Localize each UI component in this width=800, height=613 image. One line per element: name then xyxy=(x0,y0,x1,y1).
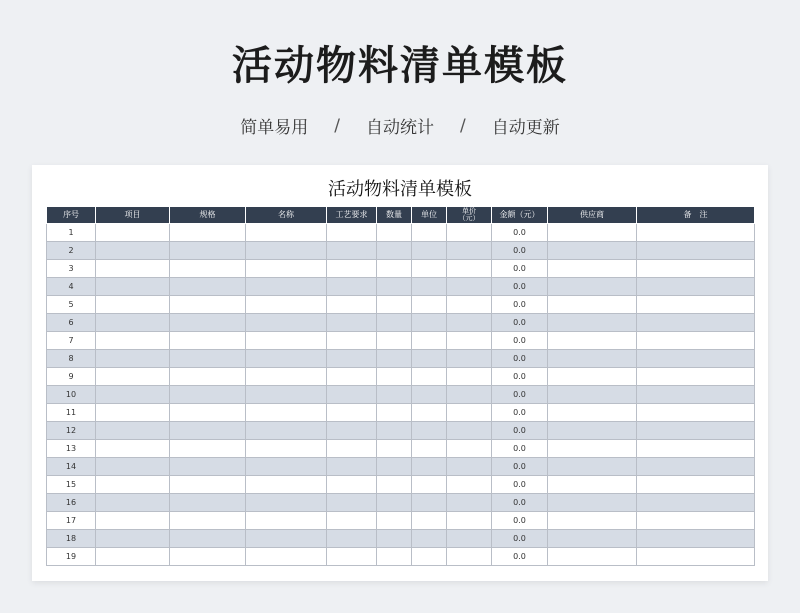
cell-empty[interactable] xyxy=(377,296,412,314)
cell-empty[interactable] xyxy=(412,422,447,440)
tagline-item-auto-stats: 自动统计 xyxy=(366,118,434,138)
cell-empty[interactable] xyxy=(447,386,492,404)
cell-empty[interactable] xyxy=(246,440,327,458)
cell-empty[interactable] xyxy=(447,422,492,440)
cell-empty[interactable] xyxy=(327,242,377,260)
cell-index[interactable]: 17 xyxy=(47,512,96,530)
cell-empty[interactable] xyxy=(327,530,377,548)
cell-empty[interactable] xyxy=(447,512,492,530)
cell-empty[interactable] xyxy=(170,422,246,440)
table-row xyxy=(47,386,755,404)
table-row xyxy=(47,278,755,296)
cell-empty[interactable] xyxy=(377,278,412,296)
cell-empty[interactable] xyxy=(637,422,755,440)
table-row xyxy=(47,368,755,386)
cell-empty[interactable] xyxy=(96,260,170,278)
cell-empty[interactable] xyxy=(447,314,492,332)
cell-amount[interactable]: 0.0 xyxy=(492,242,548,260)
cell-empty[interactable] xyxy=(170,476,246,494)
cell-empty[interactable] xyxy=(412,530,447,548)
cell-empty[interactable] xyxy=(637,512,755,530)
cell-index[interactable]: 11 xyxy=(47,404,96,422)
table-row xyxy=(47,314,755,332)
cell-empty[interactable] xyxy=(637,476,755,494)
table-header-row xyxy=(47,207,755,224)
cell-empty[interactable] xyxy=(96,332,170,350)
sheet-title: 活动物料清单模板 xyxy=(328,179,472,200)
cell-amount[interactable]: 0.0 xyxy=(492,296,548,314)
col-header-name: 名称 xyxy=(246,207,327,224)
cell-empty[interactable] xyxy=(246,224,327,242)
cell-empty[interactable] xyxy=(246,548,327,566)
cell-empty[interactable] xyxy=(327,350,377,368)
cell-empty[interactable] xyxy=(447,548,492,566)
cell-empty[interactable] xyxy=(447,494,492,512)
col-header-process: 工艺要求 xyxy=(327,207,377,224)
cell-index[interactable]: 7 xyxy=(47,332,96,350)
cell-empty[interactable] xyxy=(96,278,170,296)
cell-index[interactable]: 5 xyxy=(47,296,96,314)
cell-empty[interactable] xyxy=(377,386,412,404)
cell-empty[interactable] xyxy=(377,476,412,494)
cell-amount[interactable]: 0.0 xyxy=(492,260,548,278)
cell-empty[interactable] xyxy=(170,314,246,332)
cell-empty[interactable] xyxy=(170,440,246,458)
cell-empty[interactable] xyxy=(327,512,377,530)
cell-empty[interactable] xyxy=(96,476,170,494)
cell-amount[interactable]: 0.0 xyxy=(492,314,548,332)
col-header-amount: 金额（元） xyxy=(492,207,548,224)
feature-tagline xyxy=(0,113,800,138)
tagline-separator: / xyxy=(460,115,466,136)
table-row xyxy=(47,332,755,350)
cell-empty[interactable] xyxy=(96,512,170,530)
cell-empty[interactable] xyxy=(637,548,755,566)
cell-empty[interactable] xyxy=(548,512,637,530)
spreadsheet-preview xyxy=(32,165,768,581)
cell-empty[interactable] xyxy=(377,512,412,530)
cell-empty[interactable] xyxy=(170,350,246,368)
cell-empty[interactable] xyxy=(377,548,412,566)
table-row xyxy=(47,530,755,548)
cell-empty[interactable] xyxy=(447,476,492,494)
cell-empty[interactable] xyxy=(637,458,755,476)
cell-empty[interactable] xyxy=(327,368,377,386)
cell-empty[interactable] xyxy=(327,314,377,332)
cell-empty[interactable] xyxy=(327,224,377,242)
cell-amount[interactable]: 0.0 xyxy=(492,278,548,296)
cell-empty[interactable] xyxy=(637,440,755,458)
material-list-table xyxy=(46,206,755,566)
cell-empty[interactable] xyxy=(246,386,327,404)
cell-empty[interactable] xyxy=(170,332,246,350)
cell-empty[interactable] xyxy=(377,404,412,422)
cell-empty[interactable] xyxy=(548,494,637,512)
cell-empty[interactable] xyxy=(548,548,637,566)
cell-empty[interactable] xyxy=(327,440,377,458)
cell-empty[interactable] xyxy=(377,494,412,512)
cell-empty[interactable] xyxy=(548,386,637,404)
cell-empty[interactable] xyxy=(327,278,377,296)
cell-empty[interactable] xyxy=(246,476,327,494)
cell-empty[interactable] xyxy=(548,314,637,332)
col-header-quantity: 数量 xyxy=(377,207,412,224)
cell-empty[interactable] xyxy=(170,494,246,512)
cell-index[interactable]: 16 xyxy=(47,494,96,512)
cell-index[interactable]: 13 xyxy=(47,440,96,458)
cell-empty[interactable] xyxy=(548,260,637,278)
cell-empty[interactable] xyxy=(327,476,377,494)
cell-empty[interactable] xyxy=(170,548,246,566)
cell-empty[interactable] xyxy=(170,368,246,386)
unit-price-currency: （元） xyxy=(458,214,480,222)
cell-empty[interactable] xyxy=(377,314,412,332)
cell-empty[interactable] xyxy=(96,368,170,386)
cell-empty[interactable] xyxy=(170,278,246,296)
cell-empty[interactable] xyxy=(637,530,755,548)
cell-amount[interactable]: 0.0 xyxy=(492,350,548,368)
col-header-item: 项目 xyxy=(96,207,170,224)
cell-empty[interactable] xyxy=(246,296,327,314)
table-body xyxy=(47,224,755,566)
cell-empty[interactable] xyxy=(170,386,246,404)
cell-index[interactable]: 10 xyxy=(47,386,96,404)
cell-empty[interactable] xyxy=(96,296,170,314)
cell-empty[interactable] xyxy=(548,476,637,494)
col-header-spec: 规格 xyxy=(170,207,246,224)
cell-index[interactable]: 6 xyxy=(47,314,96,332)
cell-empty[interactable] xyxy=(548,440,637,458)
cell-empty[interactable] xyxy=(170,404,246,422)
cell-empty[interactable] xyxy=(447,404,492,422)
cell-empty[interactable] xyxy=(170,296,246,314)
cell-empty[interactable] xyxy=(246,512,327,530)
unit-price-label: 单价 xyxy=(462,207,476,215)
table-row xyxy=(47,224,755,242)
cell-empty[interactable] xyxy=(447,242,492,260)
cell-empty[interactable] xyxy=(377,260,412,278)
cell-empty[interactable] xyxy=(96,440,170,458)
cell-amount[interactable]: 0.0 xyxy=(492,386,548,404)
cell-amount[interactable]: 0.0 xyxy=(492,422,548,440)
cell-empty[interactable] xyxy=(377,242,412,260)
cell-empty[interactable] xyxy=(412,278,447,296)
cell-amount[interactable]: 0.0 xyxy=(492,548,548,566)
cell-index[interactable]: 4 xyxy=(47,278,96,296)
cell-amount[interactable]: 0.0 xyxy=(492,494,548,512)
cell-empty[interactable] xyxy=(96,548,170,566)
table-row xyxy=(47,494,755,512)
cell-empty[interactable] xyxy=(246,404,327,422)
cell-empty[interactable] xyxy=(327,296,377,314)
cell-empty[interactable] xyxy=(96,350,170,368)
cell-empty[interactable] xyxy=(447,224,492,242)
cell-empty[interactable] xyxy=(327,494,377,512)
cell-empty[interactable] xyxy=(548,332,637,350)
cell-empty[interactable] xyxy=(170,224,246,242)
cell-empty[interactable] xyxy=(637,224,755,242)
table-row xyxy=(47,242,755,260)
cell-empty[interactable] xyxy=(327,548,377,566)
cell-empty[interactable] xyxy=(548,404,637,422)
cell-empty[interactable] xyxy=(447,332,492,350)
cell-index[interactable]: 15 xyxy=(47,476,96,494)
cell-empty[interactable] xyxy=(637,278,755,296)
cell-amount[interactable]: 0.0 xyxy=(492,332,548,350)
cell-empty[interactable] xyxy=(246,422,327,440)
cell-empty[interactable] xyxy=(170,512,246,530)
cell-empty[interactable] xyxy=(377,422,412,440)
cell-empty[interactable] xyxy=(246,278,327,296)
cell-amount[interactable]: 0.0 xyxy=(492,404,548,422)
cell-empty[interactable] xyxy=(637,314,755,332)
cell-empty[interactable] xyxy=(412,440,447,458)
cell-empty[interactable] xyxy=(447,296,492,314)
cell-empty[interactable] xyxy=(447,440,492,458)
cell-empty[interactable] xyxy=(412,512,447,530)
cell-empty[interactable] xyxy=(246,350,327,368)
cell-index[interactable]: 2 xyxy=(47,242,96,260)
cell-empty[interactable] xyxy=(412,548,447,566)
cell-empty[interactable] xyxy=(412,260,447,278)
cell-empty[interactable] xyxy=(412,404,447,422)
cell-empty[interactable] xyxy=(170,458,246,476)
cell-empty[interactable] xyxy=(96,242,170,260)
cell-empty[interactable] xyxy=(327,386,377,404)
cell-empty[interactable] xyxy=(170,242,246,260)
cell-amount[interactable]: 0.0 xyxy=(492,440,548,458)
cell-empty[interactable] xyxy=(377,440,412,458)
cell-empty[interactable] xyxy=(637,386,755,404)
cell-empty[interactable] xyxy=(548,350,637,368)
tagline-separator: / xyxy=(334,115,340,136)
cell-amount[interactable]: 0.0 xyxy=(492,476,548,494)
table-row xyxy=(47,404,755,422)
cell-empty[interactable] xyxy=(246,260,327,278)
table-row xyxy=(47,296,755,314)
cell-empty[interactable] xyxy=(412,314,447,332)
cell-amount[interactable]: 0.0 xyxy=(492,368,548,386)
cell-empty[interactable] xyxy=(412,350,447,368)
cell-empty[interactable] xyxy=(377,332,412,350)
cell-empty[interactable] xyxy=(246,530,327,548)
cell-empty[interactable] xyxy=(327,458,377,476)
cell-empty[interactable] xyxy=(412,368,447,386)
cell-empty[interactable] xyxy=(412,332,447,350)
cell-empty[interactable] xyxy=(637,332,755,350)
cell-empty[interactable] xyxy=(412,476,447,494)
table-row xyxy=(47,350,755,368)
cell-empty[interactable] xyxy=(447,260,492,278)
table-row xyxy=(47,260,755,278)
cell-empty[interactable] xyxy=(246,494,327,512)
cell-empty[interactable] xyxy=(637,368,755,386)
cell-empty[interactable] xyxy=(377,458,412,476)
cell-empty[interactable] xyxy=(637,242,755,260)
table-row xyxy=(47,476,755,494)
cell-empty[interactable] xyxy=(412,224,447,242)
cell-empty[interactable] xyxy=(246,314,327,332)
cell-empty[interactable] xyxy=(548,422,637,440)
cell-empty[interactable] xyxy=(412,494,447,512)
cell-empty[interactable] xyxy=(327,404,377,422)
cell-empty[interactable] xyxy=(637,296,755,314)
tagline-item-easy: 简单易用 xyxy=(240,118,309,138)
cell-empty[interactable] xyxy=(96,422,170,440)
cell-empty[interactable] xyxy=(637,494,755,512)
col-header-unit: 单位 xyxy=(412,207,447,224)
col-header-unit-price xyxy=(447,207,492,224)
cell-empty[interactable] xyxy=(548,242,637,260)
cell-empty[interactable] xyxy=(412,386,447,404)
cell-empty[interactable] xyxy=(548,296,637,314)
cell-empty[interactable] xyxy=(96,494,170,512)
cell-empty[interactable] xyxy=(412,242,447,260)
cell-empty[interactable] xyxy=(246,332,327,350)
cell-empty[interactable] xyxy=(637,350,755,368)
cell-empty[interactable] xyxy=(548,278,637,296)
cell-empty[interactable] xyxy=(377,350,412,368)
cell-empty[interactable] xyxy=(548,224,637,242)
page-title: 活动物料清单模板 xyxy=(232,43,568,89)
cell-empty[interactable] xyxy=(447,350,492,368)
cell-amount[interactable]: 0.0 xyxy=(492,530,548,548)
cell-empty[interactable] xyxy=(96,386,170,404)
table-row xyxy=(47,422,755,440)
cell-empty[interactable] xyxy=(327,332,377,350)
cell-empty[interactable] xyxy=(96,458,170,476)
cell-index[interactable]: 3 xyxy=(47,260,96,278)
cell-index[interactable]: 1 xyxy=(47,224,96,242)
col-header-index: 序号 xyxy=(47,207,96,224)
cell-empty[interactable] xyxy=(246,242,327,260)
cell-empty[interactable] xyxy=(377,368,412,386)
cell-empty[interactable] xyxy=(412,458,447,476)
cell-empty[interactable] xyxy=(447,278,492,296)
cell-index[interactable]: 19 xyxy=(47,548,96,566)
cell-empty[interactable] xyxy=(170,260,246,278)
cell-empty[interactable] xyxy=(637,260,755,278)
cell-empty[interactable] xyxy=(327,422,377,440)
cell-empty[interactable] xyxy=(637,404,755,422)
table-row xyxy=(47,512,755,530)
cell-amount[interactable]: 0.0 xyxy=(492,458,548,476)
cell-empty[interactable] xyxy=(447,458,492,476)
table-row xyxy=(47,548,755,566)
cell-empty[interactable] xyxy=(96,530,170,548)
cell-index[interactable]: 14 xyxy=(47,458,96,476)
col-header-supplier: 供应商 xyxy=(548,207,637,224)
cell-empty[interactable] xyxy=(548,458,637,476)
cell-amount[interactable]: 0.0 xyxy=(492,512,548,530)
cell-index[interactable]: 18 xyxy=(47,530,96,548)
cell-empty[interactable] xyxy=(96,404,170,422)
cell-index[interactable]: 9 xyxy=(47,368,96,386)
cell-empty[interactable] xyxy=(377,530,412,548)
cell-empty[interactable] xyxy=(246,458,327,476)
col-header-remarks: 备 注 xyxy=(637,207,755,224)
tagline-item-auto-update: 自动更新 xyxy=(491,118,560,138)
cell-empty[interactable] xyxy=(412,296,447,314)
cell-amount[interactable]: 0.0 xyxy=(492,224,548,242)
table-row xyxy=(47,440,755,458)
cell-empty[interactable] xyxy=(246,368,327,386)
cell-empty[interactable] xyxy=(548,530,637,548)
cell-empty[interactable] xyxy=(548,368,637,386)
cell-empty[interactable] xyxy=(447,368,492,386)
cell-empty[interactable] xyxy=(96,314,170,332)
table-row xyxy=(47,458,755,476)
cell-index[interactable]: 8 xyxy=(47,350,96,368)
cell-empty[interactable] xyxy=(377,224,412,242)
cell-empty[interactable] xyxy=(170,530,246,548)
cell-empty[interactable] xyxy=(96,224,170,242)
cell-index[interactable]: 12 xyxy=(47,422,96,440)
cell-empty[interactable] xyxy=(327,260,377,278)
cell-empty[interactable] xyxy=(447,530,492,548)
